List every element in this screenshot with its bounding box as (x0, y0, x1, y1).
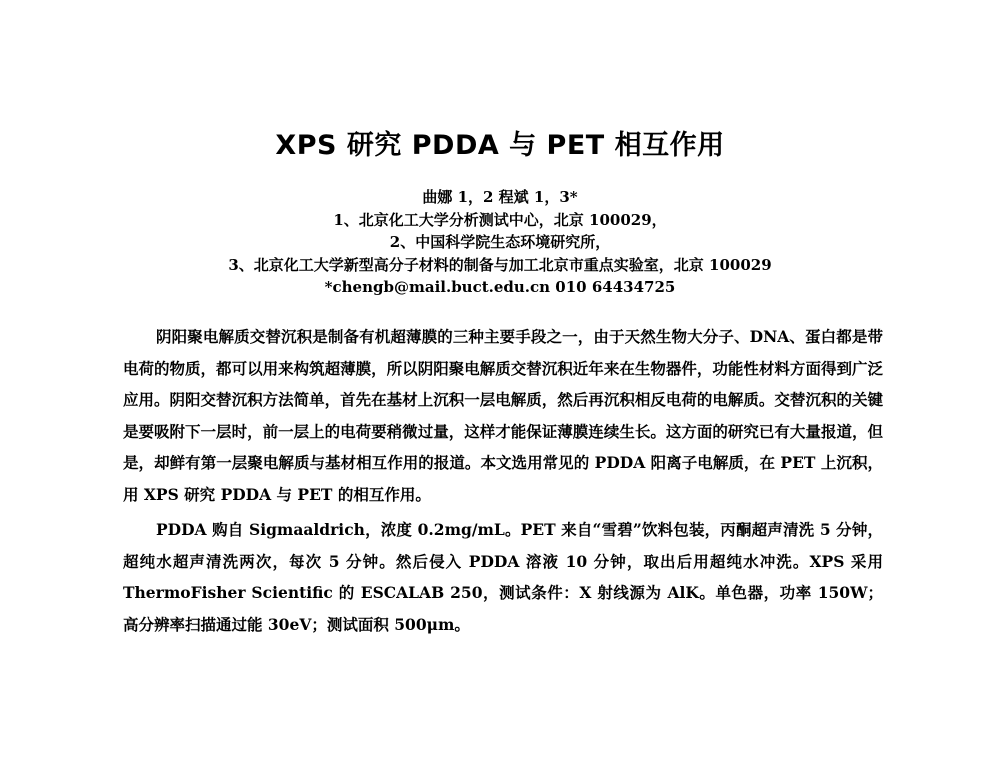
paper-title: XPS 研究 PDDA 与 PET 相互作用 (275, 130, 725, 161)
author-line: 曲娜 1，2 程斌 1，3* (422, 188, 578, 206)
affiliation-1: 1、北京化工大学分析测试中心，北京 100029， (333, 210, 667, 229)
paper-body (123, 321, 883, 640)
paragraph-intro: 阴阳聚电解质交替沉积是制备有机超薄膜的三种主要手段之一，由于天然生物大分子、DNA、蛋白都是带电荷的物质，都可以用来构筑超薄膜，所以阴阳聚电解质交替沉积近年来在生物器件，功能性材料方面得到广泛应用。阴阳交替沉积方法简单，首先在基材上沉积一层电解质，然后再沉积相反电荷的电解质。交替沉积的关键是要吸附下一层时，前一层上的电荷要稍微过量，这样才能保证薄膜连续生长。这方面的研究已有大量报道，但是，却鲜有第一层聚电解质与基材相互作用的报道。本文选用常见的 PDDA 阳离子电解质，在 PET 上沉积，用 XPS 研究 PDDA 与 PET 的相互作用。 (123, 327, 883, 504)
contact-line: *chengb@mail.buct.edu.cn 010 64434725 (324, 278, 676, 296)
paragraph-methods: PDDA 购自 Sigmaaldrich，浓度 0.2mg/mL。PET 来自“雪碧”饮料包装，丙酮超声清洗 5 分钟，超纯水超声清洗两次，每次 5 分钟。然后侵入 PDDA 溶液 10 分钟，取出后用超纯水冲洗。XPS 采用 ThermoFisher Scientific 的 ESCALAB 250，测试条件：X 射线源为 AlK。单色器，功率 150W；高分辨率扫描通过能 30eV；测试面积 500μm。 (123, 520, 883, 634)
author-block (0, 186, 1000, 299)
affiliation-3: 3、北京化工大学新型高分子材料的制备与加工北京市重点实验室，北京 100029 (228, 255, 772, 274)
affiliation-2: 2、中国科学院生态环境研究所， (389, 233, 611, 251)
